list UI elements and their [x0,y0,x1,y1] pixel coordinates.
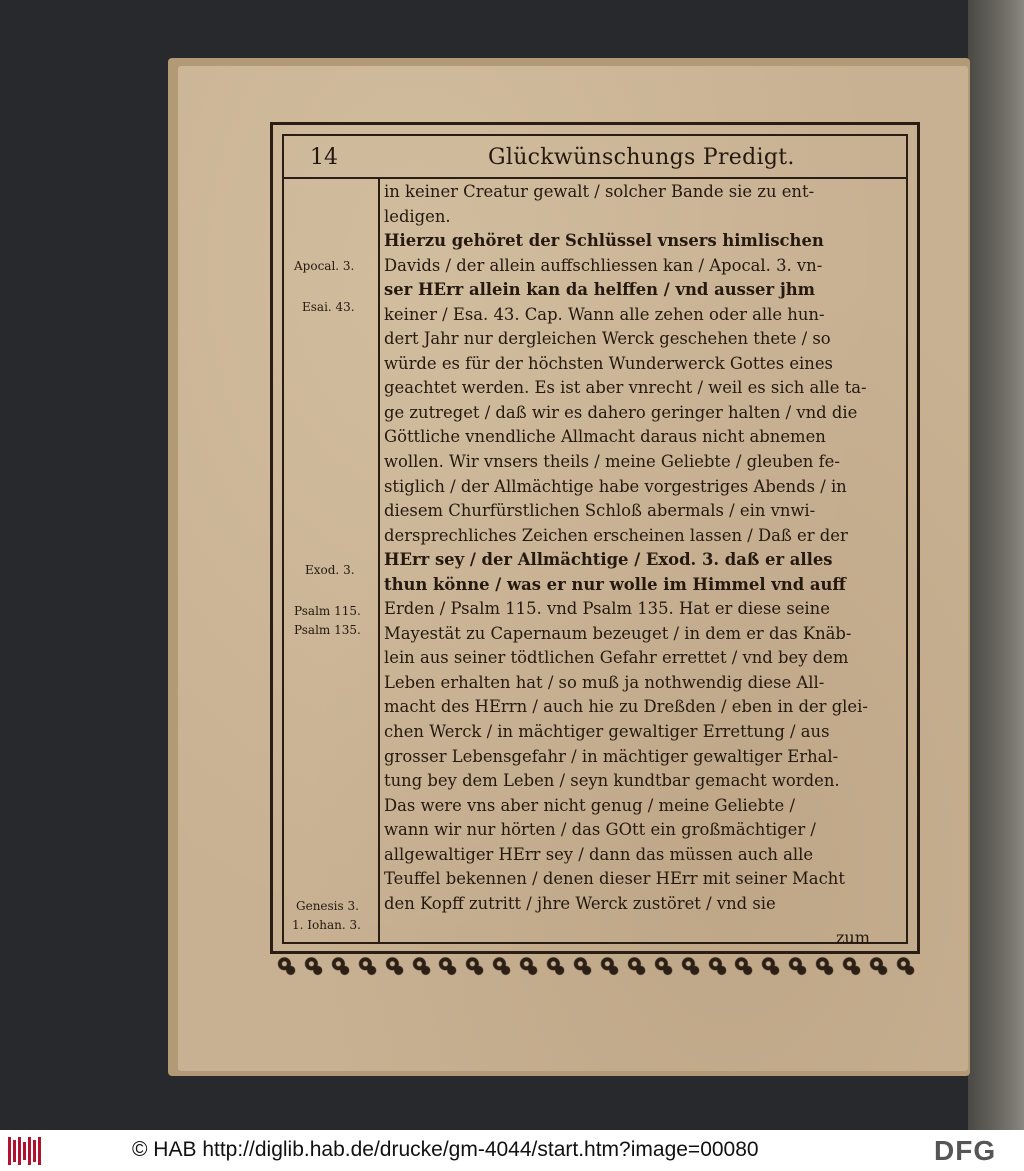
text-line: Göttliche vnendliche Allmacht daraus nicht abnemen [384,427,826,447]
ornament-icon [653,955,674,977]
ornament-icon [518,955,539,977]
text-line: Davids / der allein auffschliessen kan / Apocal. 3. vn- [384,255,823,275]
text-line: Teuffel bekennen / denen dieser HErr mit seiner Macht [384,869,845,889]
dfg-logo: DFG [934,1135,997,1166]
text-line: Hierzu gehöret der Schlüssel vnsers himlischen [384,231,824,251]
text-line: Erden / Psalm 115. vnd Psalm 135. Hat er diese seine [384,599,830,619]
ornament-icon [680,955,701,977]
hab-logo-icon [8,1136,48,1166]
marginal-note: Exod. 3. [305,563,355,577]
text-line: Mayestät zu Capernaum bezeuget / in dem er das Knäb- [384,623,852,643]
text-line: Leben erhalten hat / so muß ja nothwendig diese All- [384,672,825,692]
ornament-icon [545,955,566,977]
marginal-note: Genesis 3. [296,899,359,913]
text-line: würde es für der höchsten Wunderwerck Gottes eines [384,353,833,373]
text-line: den Kopff zutritt / jhre Werck zustöret / vnd sie [384,893,776,913]
ornament-icon [303,955,324,977]
ornament-icon [276,955,297,977]
text-line: stiglich / der Allmächtige habe vorgestriges Abends / in [384,476,847,496]
text-line: thun könne / was er nur wolle im Himmel vnd auff [384,574,846,594]
text-line: tung bey dem Leben / seyn kundtbar gemacht worden. [384,771,840,791]
ornament-icon [464,955,485,977]
text-line: ser HErr allein kan da helffen / vnd ausser jhm [384,280,816,300]
text-line: wann wir nur hörten / das GOtt ein großmächtiger / [384,820,816,840]
page-number: 14 [310,145,338,170]
ornament-icon [357,955,378,977]
ornament-icon [841,955,862,977]
ornament-icon [384,955,405,977]
text-line: grosser Lebensgefahr / in mächtiger gewaltiger Erhal- [384,746,839,766]
text-line: diesem Churfürstlichen Schloß abermals / ein vnwi- [384,501,816,521]
body-text [384,180,894,916]
ornament-icon [868,955,889,977]
ornament-icon [733,955,754,977]
ornament-icon [707,955,728,977]
text-line: macht des HErrn / auch hie zu Dreßden / eben in der glei- [384,697,868,717]
text-line: allgewaltiger HErr sey / dann das müssen auch alle [384,844,814,864]
ornament-icon [437,955,458,977]
marginal-note: Apocal. 3. [294,259,355,273]
ornament-icon [599,955,620,977]
marginal-note: Esai. 43. [302,300,355,314]
text-line: HErr sey / der Allmächtige / Exod. 3. daß er alles [384,550,833,570]
text-line: Das were vns aber nicht genug / meine Geliebte / [384,795,795,815]
catchword: zum [836,928,870,947]
ornament-icon [572,955,593,977]
marginal-note: Psalm 135. [294,623,361,637]
text-line: chen Werck / in mächtiger gewaltiger Errettung / aus [384,722,830,742]
ornament-icon [760,955,781,977]
ornament-icon [491,955,512,977]
ornamental-border [276,950,916,982]
ornament-icon [411,955,432,977]
text-line: geachtet werden. Es ist aber vnrecht / weil es sich alle ta- [384,378,867,398]
text-line: dersprechliches Zeichen erscheinen lassen / Daß er der [384,525,848,545]
text-line: in keiner Creatur gewalt / solcher Bande sie zu ent- [384,182,815,201]
adjacent-book-edge [968,0,1024,1130]
running-head: Glückwünschungs Predigt. [488,145,795,170]
text-line: ge zutreget / daß wir es dahero geringer halten / vnd die [384,402,858,422]
text-line: lein aus seiner tödtlichen Gefahr errettet / vnd bey dem [384,648,849,668]
ornament-icon [330,955,351,977]
marginal-note: Psalm 115. [294,604,361,618]
ornament-icon [814,955,835,977]
ornament-icon [626,955,647,977]
text-line: wollen. Wir vnsers theils / meine Geliebte / gleuben fe- [384,452,840,472]
marginal-note: 1. Iohan. 3. [292,918,361,932]
text-line: ledigen. [384,206,451,226]
ornament-icon [895,955,916,977]
text-line: keiner / Esa. 43. Cap. Wann alle zehen oder alle hun- [384,304,825,324]
text-line: dert Jahr nur dergleichen Werck geschehen thete / so [384,329,831,349]
margin-rule [378,179,380,944]
ornament-icon [787,955,808,977]
copyright-url[interactable]: © HAB http://diglib.hab.de/drucke/gm-4044/start.htm?image=00080 [132,1138,759,1161]
